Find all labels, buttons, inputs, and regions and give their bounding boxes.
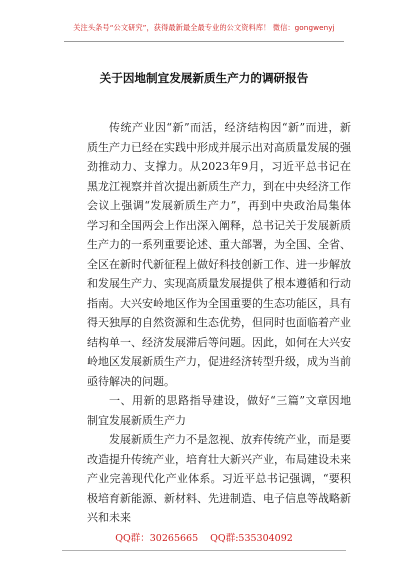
footer-qq-group-1: QQ群：30265665 [115,533,199,544]
header-divider [64,41,344,42]
paragraph-section-body: 发展新质生产力不是忽视、放弃传统产业，而是要改造提升传统产业，培育壮大新兴产业，布局建设未来产业完善现代化产业体系。习近平总书记强调，“要积极培育新能源、新材料、先进制造、电子信息等战略新兴和未来 [87,433,351,524]
paragraph-intro: 传统产业因“新”而活，经济结构因“新”而进，新质生产力已经在实践中形成并展示出对高质量发展的强劲推动力、支撑力。从2023年9月，习近平总书记在黑龙江视察并首次提出新质生产力，到在中央经济工作会议上强调“发展新质生产力”，再到中央政治局集体学习和全国两会上作出深入阐释，总书记关于发展新质生产力的一系列重要论述、重大部署，为全国、全省、全区在新时代新征程上做好科技创新工作、进一步解放和发展生产力、实现高质量发展提供了根本遵循和行动指南。大兴安岭地区作为全国重要的生态功能区，具有得天独厚的自然资源和生态优势，但同时也面临着产业结构单一、经济发展滞后等问题。因此，如何在大兴安岭地区发展新质生产力，促进经济转型升级，成为当前亟待解决的问题。 [87,121,351,388]
footer-divider [62,550,346,551]
footer-qq-line [0,530,408,544]
document-title: 关于因地制宜发展新质生产力的调研报告 [99,71,309,85]
header-banner: 关注头条号“公文研究”，获得最新最全最专业的公文资料库！ 微信：gongwenyj [73,23,335,32]
document-body [87,118,351,528]
footer-qq-group-2: QQ群:535304092 [210,533,293,544]
paragraph-section-heading: 一、用新的思路指导建设，做好“三篇”文章因地制宜发展新质生产力 [87,394,351,427]
